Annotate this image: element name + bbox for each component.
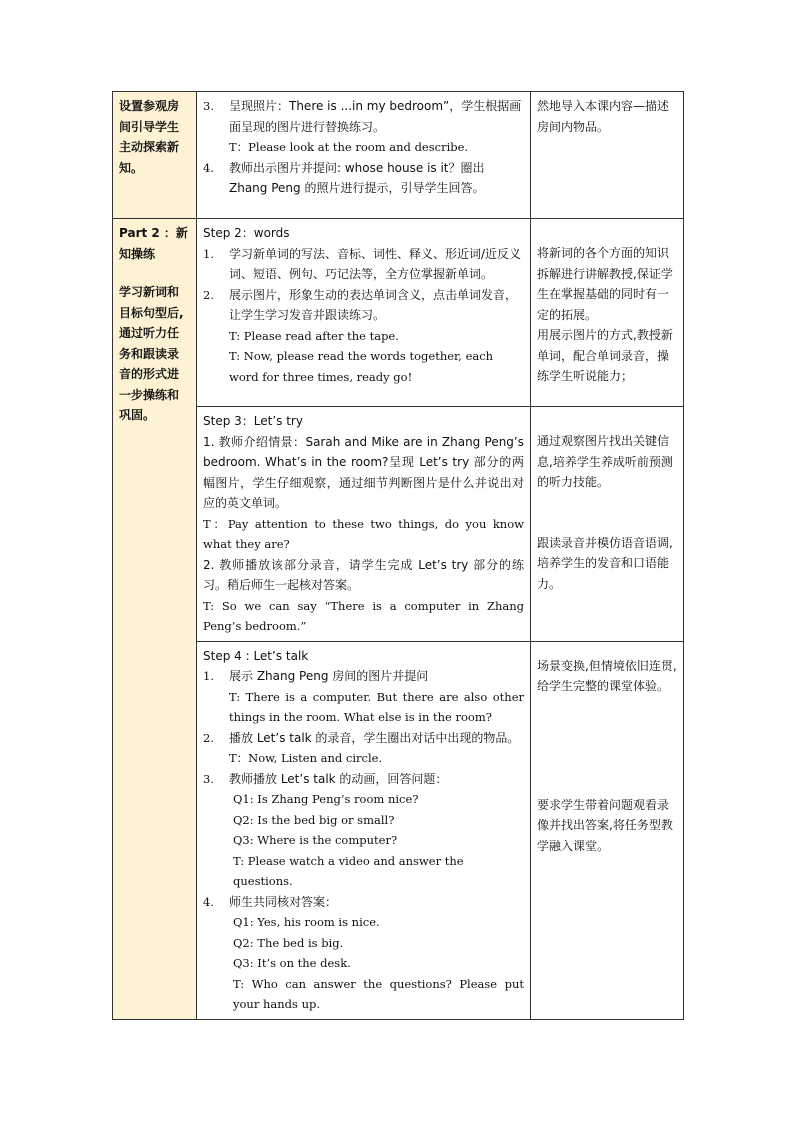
item-number: 4. [203, 160, 214, 175]
item-number: 1. [203, 669, 214, 683]
list-item [203, 96, 524, 137]
teacher-line: T：Please look at the room and describe. [229, 140, 469, 154]
table-row [113, 92, 684, 219]
item-number: 3. [203, 771, 214, 786]
purpose-text: 要求学生带着问题观看录像并找出答案,将任务型教学融入课堂。 [537, 797, 673, 853]
item-text: 教师播放 Let’s talk 的动画，回答问题： [229, 771, 448, 786]
item-number: 1. [203, 246, 214, 261]
item-number: 3. [203, 99, 214, 113]
purpose-text: 然地导入本课内容—描述房间内物品。 [537, 99, 670, 134]
activity-cell [197, 92, 531, 219]
question-line: Q3: Where is the computer? [233, 833, 398, 847]
item-text: 播放 Let’s talk 的录音，学生圈出对话中出现的物品。 [229, 730, 520, 745]
item-number: 2. [203, 730, 214, 745]
part-text: 设置参观房间引导学生主动探索新知。 [119, 99, 180, 175]
item-text: 学习新单词的写法、音标、词性、释义、形近词/近反义词、短语、例句、巧记法等，全方位掌握新单词。 [229, 246, 522, 281]
purpose-cell [531, 92, 684, 219]
teacher-line: T: Who can answer the questions? Please put your hands up. [233, 976, 524, 1011]
item-number: 4. [203, 894, 214, 909]
activity-cell [197, 641, 531, 1019]
teacher-line: T：Now, Listen and circle. [229, 751, 383, 765]
list-item [203, 666, 524, 687]
item-text: 师生共同核对答案： [229, 894, 338, 909]
teacher-line: T: So we can say “There is a computer in Zhang Peng’s bedroom.” [203, 598, 524, 633]
list-item [203, 769, 524, 790]
list-item [203, 285, 524, 326]
table-row [113, 407, 684, 642]
purpose-text: 跟读录音并模仿语音语调,培养学生的发音和口语能力。 [537, 535, 673, 591]
teacher-line: T: There is a computer. But there are also other things in the room. What else is in the room? [229, 689, 524, 724]
answer-line: Q1: Yes, his room is nice. [233, 915, 380, 929]
part-description: 学习新词和目标句型后,通过听力任务和跟读录音的形式进一步操练和巩固。 [119, 285, 184, 422]
lesson-plan-table [112, 91, 684, 1020]
teacher-line: T: Now, please read the words together, each word for three times, ready go! [229, 349, 494, 384]
answer-line: Q2: The bed is big. [233, 935, 344, 950]
paragraph: 2. 教师播放该部分录音，请学生完成 Let’s try 部分的练习。稍后师生一起核对答案。 [203, 557, 524, 592]
purpose-cell [531, 641, 684, 1019]
teacher-line: T：Pay attention to these two things, do you know what they are? [203, 516, 524, 551]
table-row [113, 219, 684, 407]
part-cell [113, 92, 197, 219]
activity-cell [197, 407, 531, 642]
item-text: 展示 Zhang Peng 房间的图片并提问 [229, 669, 429, 683]
purpose-text: 通过观察图片找出关键信息,培养学生养成听前预测的听力技能。 [537, 434, 673, 489]
purpose-text: 用展示图片的方式,教授新单词，配合单词录音，操练学生听说能力； [537, 328, 673, 383]
step-title: Step 3：Let’s try [203, 414, 303, 428]
item-text: 展示图片，形象生动的表达单词含义，点击单词发音，让学生学习发音并跟读练习。 [229, 287, 518, 322]
paragraph: 1. 教师介绍情景：Sarah and Mike are in Zhang Peng’s bedroom. What’s in the room?呈现 Let’s try 部分的两幅图片，学生仔细观察，通过细节判断图片是什么并说出对应的英文单词。 [203, 434, 524, 510]
purpose-text: 将新词的各个方面的知识拆解进行讲解教授,保证学生在掌握基础的同时有一定的拓展。 [537, 246, 673, 322]
item-text: 呈现照片：There is ...in my bedroom”，学生根据画面呈现的图片进行替换练习。 [229, 99, 522, 134]
purpose-text: 场景变换,但情境依旧连贯,给学生完整的课堂体验。 [537, 658, 677, 693]
purpose-cell [531, 219, 684, 407]
purpose-cell [531, 407, 684, 642]
list-item [203, 892, 524, 913]
list-item [203, 244, 524, 285]
teacher-line: T: Please watch a video and answer the questions. [233, 853, 464, 888]
question-line: Q2: Is the bed big or small? [233, 812, 395, 827]
activity-cell [197, 219, 531, 407]
step-title: Step 4 : Let’s talk [203, 648, 309, 663]
part-title: Part 2 ：新知操练 [119, 226, 188, 261]
teacher-line: T: Please read after the tape. [229, 328, 399, 343]
list-item [203, 728, 524, 749]
part-cell [113, 219, 197, 1020]
question-line: Q1: Is Zhang Peng’s room nice? [233, 792, 419, 806]
item-number: 2. [203, 287, 214, 302]
item-text: 教师出示图片并提问: whose house is it？圈出 Zhang Peng 的照片进行提示，引导学生回答。 [229, 160, 485, 195]
table-row [113, 641, 684, 1019]
step-title: Step 2：words [203, 226, 290, 240]
list-item [203, 158, 524, 199]
answer-line: Q3: It’s on the desk. [233, 956, 351, 970]
